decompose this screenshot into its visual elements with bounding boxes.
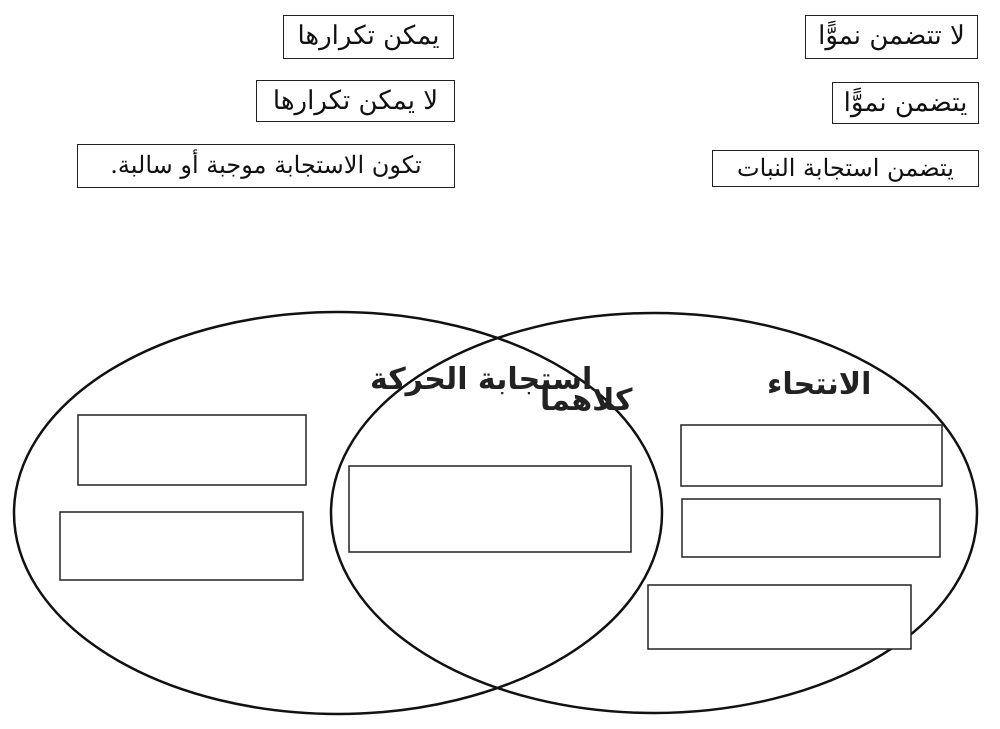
answer-card-plant-response[interactable]: يتضمن استجابة النبات [712, 150, 979, 187]
left-region-title: استجابة الحركة [370, 362, 593, 397]
answer-card-positive-or-negative[interactable]: تكون الاستجابة موجبة أو سالبة. [77, 144, 455, 188]
answer-card-involves-growth[interactable]: يتضمن نموًّا [832, 82, 979, 124]
drop-target-right-1[interactable] [681, 425, 942, 486]
drop-target-left-1[interactable] [78, 415, 306, 485]
drop-target-left-2[interactable] [60, 512, 303, 580]
answer-card-can-repeat[interactable]: يمكن تكرارها [283, 15, 454, 59]
middle-region-title: كلاهما [540, 383, 633, 418]
drop-target-middle[interactable] [349, 466, 631, 552]
drop-target-right-3[interactable] [648, 585, 911, 649]
drop-target-right-2[interactable] [682, 499, 940, 557]
right-region-title: الانتحاء [767, 367, 872, 402]
answer-card-no-growth[interactable]: لا تتضمن نموًّا [805, 15, 978, 59]
answer-card-cannot-repeat[interactable]: لا يمكن تكرارها [256, 80, 455, 122]
